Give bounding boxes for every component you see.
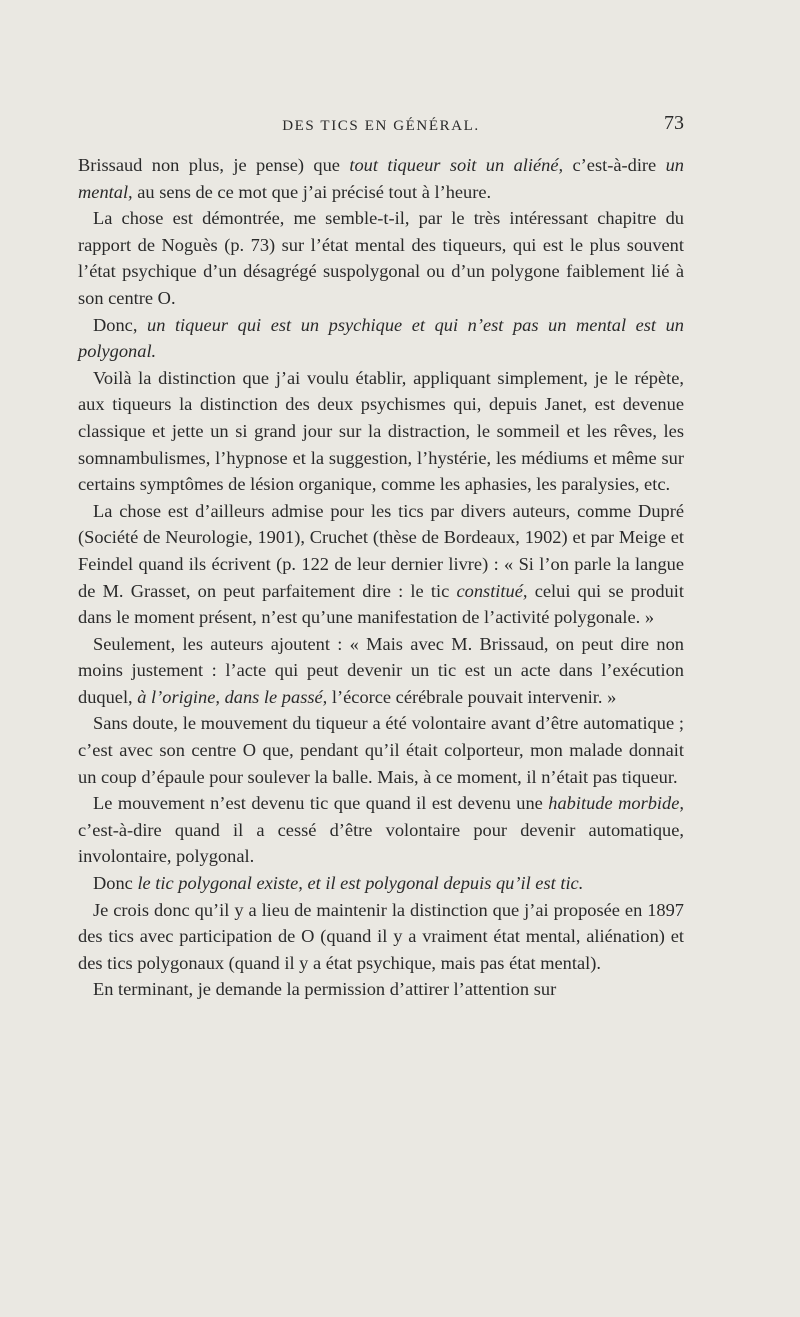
running-title: DES TICS EN GÉNÉRAL. bbox=[282, 118, 480, 134]
page-header bbox=[78, 112, 684, 142]
page-number: 73 bbox=[664, 112, 684, 134]
paragraph-2: La chose est démontrée, me semble-t-il, par le très intéressant chapitre du rapport de Noguès (p. 73) sur l’état mental des tiqueurs, qui est le plus souvent l’état psychique d’un désagrégé suspolygonal ou d’un polygone faiblement lié à son centre O. bbox=[78, 208, 684, 308]
paragraph-7: Sans doute, le mouvement du tiqueur a été volontaire avant d’être automatique ; c’est avec son centre O que, pendant qu’il était colporteur, mon malade donnait un coup d’épaule pour soulever la balle. Mais, à ce moment, il n’était pas tiqueur. bbox=[78, 713, 684, 787]
body-text bbox=[78, 152, 684, 1003]
paragraph-10: Je crois donc qu’il y a lieu de maintenir la distinction que j’ai proposée en 1897 des tics avec participation de O (quand il y a vraiment état mental, aliénation) et des tics polygonaux (quand il y a état psychique, mais pas état mental). bbox=[78, 899, 684, 973]
paragraph-1: Brissaud non plus, je pense) que tout tiqueur soit un aliéné, c’est-à-dire un mental, au sens de ce mot que j’ai précisé tout à l’heure. bbox=[78, 155, 684, 202]
paragraph-11: En terminant, je demande la permission d’attirer l’attention sur bbox=[93, 979, 557, 1000]
paragraph-3: Donc, un tiqueur qui est un psychique et qui n’est pas un mental est un polygonal. bbox=[78, 314, 684, 362]
paragraph-6: Seulement, les auteurs ajoutent : « Mais avec M. Brissaud, on peut dire non moins justement : l’acte qui peut devenir un tic est un acte dans l’exécution duquel, à l’origine, dans le passé, l’écorce cérébrale pouvait intervenir. » bbox=[78, 633, 684, 707]
paragraph-9: Donc le tic polygonal existe, et il est polygonal depuis qu’il est tic. bbox=[93, 873, 584, 894]
paragraph-5: La chose est d’ailleurs admise pour les tics par divers auteurs, comme Dupré (Société de Neurologie, 1901), Cruchet (thèse de Bordeaux, 1902) et par Meige et Feindel quand ils écrivent (p. 122 de leur dernier livre) : « Si l’on parle la langue de M. Grasset, on peut parfaitement dire : le tic constitué, celui qui se produit dans le moment présent, n’est qu’une manifestation de l’activité polygonale. » bbox=[78, 500, 685, 628]
paragraph-4: Voilà la distinction que j’ai voulu établir, appliquant simplement, je le répète, aux tiqueurs la distinction des deux psychismes qui, depuis Janet, est devenue classique et jette un si grand jour sur la distraction, le sommeil et les rêves, les somnambulismes, l’hypnose et la suggestion, l’hystérie, les médiums et même sur certains symptômes de lésion organique, comme les aphasies, les paralysies, etc. bbox=[78, 367, 684, 495]
paragraph-8: Le mouvement n’est devenu tic que quand il est devenu une habitude morbide, c’est-à-dire quand il a cessé d’être volontaire pour devenir automatique, involontaire, polygonal. bbox=[78, 793, 684, 867]
